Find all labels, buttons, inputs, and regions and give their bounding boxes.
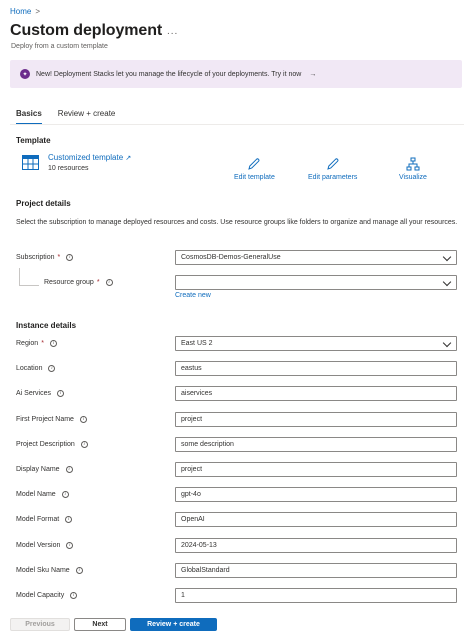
edit-template-button[interactable]: Edit template xyxy=(234,157,275,181)
info-icon: i xyxy=(66,542,73,549)
project-details-description: Select the subscription to manage deployed resources and costs. Use resource groups like folders to organize and manage all your resources. xyxy=(16,219,458,226)
template-grid-icon xyxy=(22,155,39,170)
customized-template-link[interactable]: Customized template ↗ xyxy=(48,153,132,162)
chevron-right-icon: > xyxy=(35,7,41,16)
breadcrumb-home-link[interactable]: Home xyxy=(10,7,32,16)
banner-text: New! Deployment Stacks let you manage the lifecycle of your deployments. Try it now xyxy=(36,70,302,78)
breadcrumb xyxy=(10,7,40,16)
model-name-input[interactable]: gpt-4o xyxy=(175,487,457,502)
location-label: Location i xyxy=(16,365,55,372)
model-sku-name-label: Model Sku Name i xyxy=(16,567,83,574)
model-sku-name-input[interactable]: GlobalStandard xyxy=(175,563,457,578)
review-create-button[interactable]: Review + create xyxy=(130,618,217,631)
info-icon: i xyxy=(70,592,77,599)
create-new-link[interactable]: Create new xyxy=(175,292,211,299)
edit-parameters-button[interactable]: Edit parameters xyxy=(308,157,357,181)
instance-details-heading: Instance details xyxy=(16,321,77,330)
tree-connector xyxy=(19,268,20,285)
tab-review-create[interactable]: Review + create xyxy=(57,109,116,118)
model-capacity-input[interactable]: 1 xyxy=(175,588,457,603)
next-button[interactable]: Next xyxy=(74,618,126,631)
page-subtitle: Deploy from a custom template xyxy=(11,43,108,50)
display-name-label: Display Name i xyxy=(16,466,73,473)
info-icon: i xyxy=(50,340,57,347)
ai-services-input[interactable]: aiservices xyxy=(175,386,457,401)
first-project-name-label: First Project Name i xyxy=(16,416,87,423)
pencil-icon xyxy=(247,157,261,171)
model-format-label: Model Format i xyxy=(16,516,72,523)
info-icon: i xyxy=(106,279,113,286)
org-chart-icon xyxy=(406,157,420,171)
ai-services-label: Ai Services i xyxy=(16,390,64,397)
info-icon: i xyxy=(80,416,87,423)
template-heading: Template xyxy=(16,136,51,145)
info-icon: i xyxy=(66,254,73,261)
resource-group-select[interactable] xyxy=(175,275,457,290)
visualize-button[interactable]: Visualize xyxy=(399,157,427,181)
previous-button[interactable]: Previous xyxy=(10,618,70,631)
model-version-label: Model Version i xyxy=(16,542,73,549)
tab-divider xyxy=(10,124,464,125)
model-version-input[interactable]: 2024-05-13 xyxy=(175,538,457,553)
resource-group-label: Resource group * i xyxy=(44,279,113,286)
project-description-label: Project Description i xyxy=(16,441,88,448)
stacks-icon: ✦ xyxy=(20,69,30,79)
subscription-select[interactable]: CosmosDB-Demos-GeneralUse xyxy=(175,250,457,265)
page-title: Custom deployment xyxy=(10,22,163,39)
info-icon: i xyxy=(48,365,55,372)
info-icon: i xyxy=(57,390,64,397)
external-link-icon: ↗ xyxy=(125,155,132,162)
info-icon: i xyxy=(65,516,72,523)
info-icon: i xyxy=(81,441,88,448)
info-icon: i xyxy=(76,567,83,574)
region-select[interactable]: East US 2 xyxy=(175,336,457,351)
subscription-label: Subscription * i xyxy=(16,254,73,261)
footer-bar xyxy=(0,612,474,631)
tab-bar xyxy=(16,109,115,125)
region-label: Region * i xyxy=(16,340,57,347)
info-icon: i xyxy=(66,466,73,473)
location-input[interactable]: eastus xyxy=(175,361,457,376)
pencil-icon xyxy=(326,157,340,171)
project-details-heading: Project details xyxy=(16,199,71,208)
tab-basics[interactable]: Basics xyxy=(16,109,42,125)
deployment-stacks-banner[interactable] xyxy=(10,60,462,88)
template-resource-count: 10 resources xyxy=(48,165,89,172)
display-name-input[interactable]: project xyxy=(175,462,457,477)
more-options-icon[interactable]: ... xyxy=(167,26,179,37)
info-icon: i xyxy=(62,491,69,498)
tree-connector xyxy=(19,285,39,286)
project-description-input[interactable]: some description xyxy=(175,437,457,452)
first-project-name-input[interactable]: project xyxy=(175,412,457,427)
model-name-label: Model Name i xyxy=(16,491,69,498)
arrow-right-icon[interactable]: → xyxy=(309,70,317,78)
model-format-input[interactable]: OpenAI xyxy=(175,512,457,527)
model-capacity-label: Model Capacity i xyxy=(16,592,77,599)
